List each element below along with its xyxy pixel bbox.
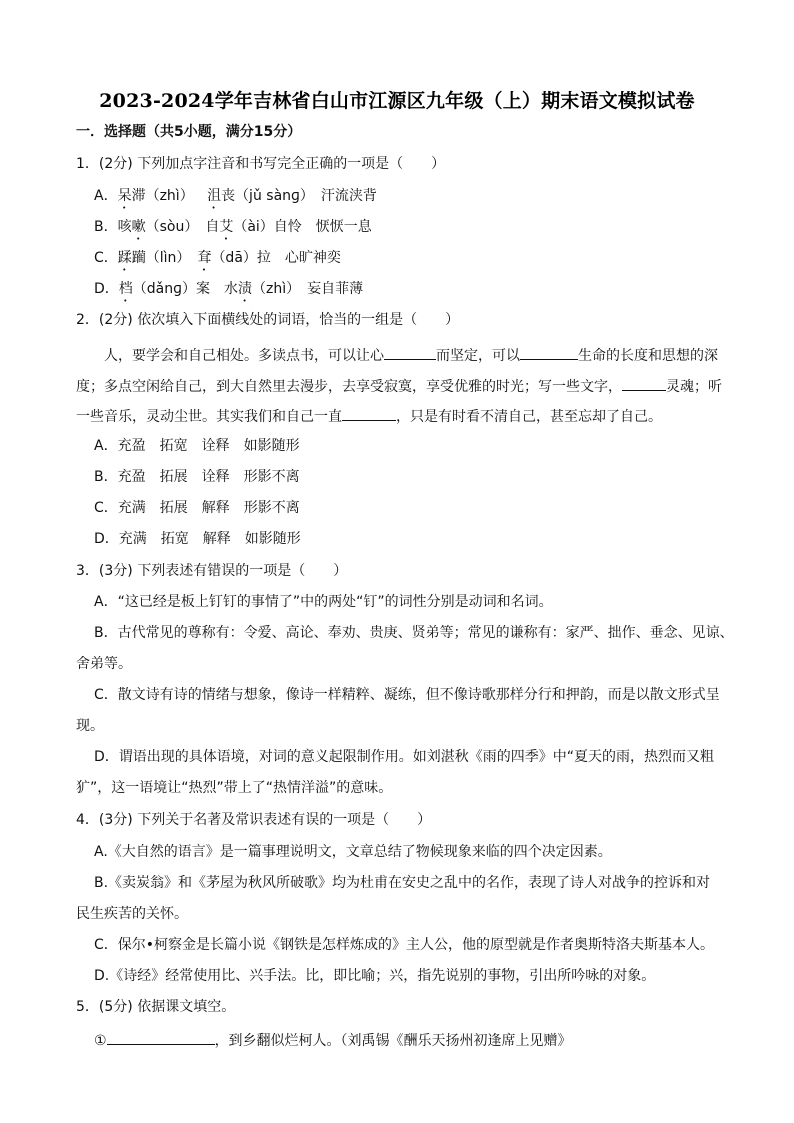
- question-2-option-d[interactable]: D．充满 拓宽 解释 如影随形: [94, 531, 301, 547]
- question-3-stem: 3．(3分) 下列表述有错误的一项是（ ）: [76, 563, 348, 579]
- question-4-option-b[interactable]: B.《卖炭翁》和《茅屋为秋风所破歌》均为杜甫在安史之乱中的名作，表现了诗人对战争的控诉和对: [94, 875, 711, 891]
- question-1-option-d[interactable]: [94, 279, 363, 305]
- fill-blank[interactable]: [384, 345, 436, 360]
- question-1-option-b[interactable]: [94, 217, 372, 243]
- option-text: （sòu） 自: [145, 219, 220, 235]
- question-4-stem: 4．(3分) 下列关于名著及常识表述有误的一项是（ ）: [76, 812, 432, 828]
- question-3-option-a[interactable]: A．“这已经是板上钉钉的事情了”中的两处“钉”的词性分别是动词和名词。: [94, 594, 553, 610]
- question-1-option-c[interactable]: [94, 248, 341, 274]
- question-3-option-b[interactable]: B．古代常见的尊称有：令爱、高论、奉劝、贵庚、贤弟等；常见的谦称有：家严、拙作、垂念、见谅、: [94, 625, 734, 641]
- dotted-char: 呆: [117, 188, 132, 204]
- option-text: C．: [94, 250, 118, 266]
- passage-text: 生命的长度和思想的深: [578, 348, 718, 364]
- question-2-option-c[interactable]: C．充满 拓展 解释 形影不离: [94, 500, 300, 516]
- passage-text: 灵魂；听: [666, 379, 722, 395]
- dotted-char: 档: [118, 281, 133, 297]
- option-text: （dā）拉 心旷神奕: [211, 250, 341, 266]
- page-title: 2023-2024学年吉林省白山市江源区九年级（上）期末语文模拟试卷: [99, 90, 695, 112]
- item-number: ①: [94, 1033, 107, 1049]
- question-4-option-b-cont: 民生疾苦的关怀。: [76, 906, 188, 922]
- option-text: （dǎnɡ）案 水: [132, 281, 239, 297]
- passage-text: 而坚定，可以: [436, 348, 520, 364]
- question-2-option-a[interactable]: A．充盈 拓宽 诠释 如影随形: [94, 438, 300, 454]
- question-3-option-c-cont: 现。: [76, 718, 104, 734]
- question-1-option-a[interactable]: [94, 186, 377, 212]
- option-text: 丧（jǔ sànɡ） 汗流浃背: [221, 188, 377, 204]
- question-3-option-d[interactable]: D．谓语出现的具体语境，对词的意义起限制作用。如刘湛秋《雨的四季》中“夏天的雨，热烈而又粗: [94, 749, 715, 765]
- question-2-stem: 2．(2分) 依次填入下面横线处的词语，恰当的一组是（ ）: [76, 312, 460, 328]
- passage-text: 度；多点空闲给自己，到大自然里去漫步，去享受寂寞，享受优雅的时光；写一些文字，: [76, 379, 622, 395]
- fill-text: ，到乡翻似烂柯人。（刘禹锡《酬乐天扬州初逢席上见赠》: [214, 1033, 572, 1049]
- question-4-option-a[interactable]: A.《大自然的语言》是一篇事理说明文，文章总结了物候现象来临的四个决定因素。: [94, 844, 612, 860]
- dotted-char: 艾: [219, 219, 234, 235]
- fill-blank[interactable]: [107, 1030, 215, 1045]
- dotted-char: 渍: [238, 281, 253, 297]
- question-2-option-b[interactable]: B．充盈 拓展 诠释 形影不离: [94, 469, 300, 485]
- passage-text: ，只是有时看不清自己，甚至忘却了自己。: [396, 409, 662, 425]
- option-text: （zhì） 妄自菲薄: [252, 281, 364, 297]
- question-5-stem: 5．(5分) 依据课文填空。: [76, 999, 236, 1015]
- question-4-option-d[interactable]: D.《诗经》经常使用比、兴手法。比，即比喻；兴，指先说别的事物，引出所吟咏的对象。: [94, 968, 656, 984]
- question-1-stem: 1．(2分) 下列加点字注音和书写完全正确的一项是（ ）: [76, 156, 446, 172]
- question-2-passage-line-1: [104, 345, 718, 366]
- question-3-option-c[interactable]: C．散文诗有诗的情绪与想象，像诗一样精粹、凝练，但不像诗歌那样分行和押韵，而是以散文形式呈: [94, 687, 720, 703]
- passage-text: 一些音乐，灵动尘世。其实我们和自己一直: [76, 409, 342, 425]
- option-text: A．: [94, 188, 118, 204]
- option-text: 滞（zhì）: [131, 188, 194, 204]
- dotted-char: 耷: [197, 250, 212, 266]
- question-4-option-c[interactable]: C．保尔•柯察金是长篇小说《钢铁是怎样炼成的》主人公，他的原型就是作者奥斯特洛夫斯基本人。: [94, 937, 715, 953]
- question-3-option-b-cont: 舍弟等。: [76, 656, 132, 672]
- dotted-char: 嗽: [131, 219, 146, 235]
- question-5-item-1: [94, 1030, 572, 1051]
- section-heading: 一．选择题（共5小题，满分15分）: [76, 124, 302, 140]
- fill-blank[interactable]: [622, 376, 666, 391]
- option-text: 躏（lìn）: [131, 250, 198, 266]
- question-2-passage-line-3: [76, 406, 662, 427]
- dotted-char: 蹂: [117, 250, 132, 266]
- question-3-option-d-cont: 犷”，这一语境让“热烈”带上了“热情洋溢”的意味。: [76, 780, 393, 796]
- fill-blank[interactable]: [520, 345, 578, 360]
- fill-blank[interactable]: [342, 406, 396, 421]
- passage-text: 人，要学会和自己相处。多读点书，可以让心: [104, 348, 384, 364]
- dotted-char: 沮: [207, 188, 222, 204]
- option-text: D．: [94, 281, 119, 297]
- option-text: B．咳: [94, 219, 132, 235]
- question-2-passage-line-2: [76, 376, 722, 397]
- option-text: （ài）自怜 恹恹一息: [233, 219, 372, 235]
